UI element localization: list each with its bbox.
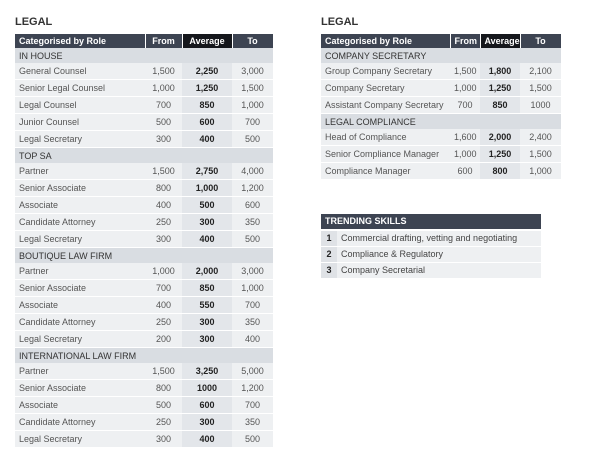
table-row [321,80,561,97]
average-cell: 400 [182,431,232,448]
average-cell: 1,000 [182,180,232,197]
from-column-header: From [450,34,480,48]
from-cell: 600 [450,163,480,180]
role-cell: Associate [15,297,145,314]
table-row [15,314,273,331]
from-cell: 250 [145,414,182,431]
section-title: TOP SA [15,148,273,164]
from-cell: 300 [145,431,182,448]
table-row [321,97,561,114]
to-cell: 1,000 [520,163,561,180]
to-cell: 700 [232,297,273,314]
to-cell: 500 [232,131,273,148]
role-cell: Head of Compliance [321,129,450,146]
average-column-header: Average [480,34,520,48]
trending-skill-item [321,231,541,247]
to-cell: 2,400 [520,129,561,146]
to-column-header: To [232,34,273,48]
average-cell: 850 [480,97,520,114]
to-cell: 1,000 [232,97,273,114]
table-row [15,414,273,431]
table-header-row [15,34,273,48]
from-cell: 250 [145,214,182,231]
average-cell: 600 [182,397,232,414]
average-cell: 850 [182,97,232,114]
role-cell: Senior Associate [15,380,145,397]
section-header-row [15,348,273,364]
from-cell: 1,000 [145,263,182,280]
to-cell: 600 [232,197,273,214]
role-cell: Candidate Attorney [15,314,145,331]
table-row [321,63,561,80]
section-header-row [321,114,561,130]
trending-skill-item [321,263,541,279]
from-cell: 1,000 [145,80,182,97]
from-cell: 1,000 [450,146,480,163]
average-cell: 2,250 [182,63,232,80]
table-row [15,214,273,231]
section-title: COMPANY SECRETARY [321,48,561,63]
skill-label: Company Secretarial [341,265,426,275]
from-cell: 700 [450,97,480,114]
to-cell: 3,000 [232,263,273,280]
table-row [15,280,273,297]
from-cell: 400 [145,197,182,214]
to-cell: 1000 [520,97,561,114]
to-cell: 500 [232,431,273,448]
skill-number: 1 [321,231,337,246]
role-cell: Senior Legal Counsel [15,80,145,97]
from-cell: 800 [145,380,182,397]
table-row [15,297,273,314]
role-cell: Senior Associate [15,180,145,197]
to-cell: 700 [232,397,273,414]
role-cell: General Counsel [15,63,145,80]
table-row [15,80,273,97]
role-cell: Junior Counsel [15,114,145,131]
average-cell: 850 [182,280,232,297]
section-title: LEGAL COMPLIANCE [321,114,561,130]
table-row [15,163,273,180]
role-cell: Senior Associate [15,280,145,297]
table-row [15,263,273,280]
right-salary-table [321,34,562,180]
average-cell: 1,250 [480,146,520,163]
table-row [15,331,273,348]
table-row [321,146,561,163]
to-cell: 3,000 [232,63,273,80]
to-cell: 1,500 [520,80,561,97]
role-cell: Senior Compliance Manager [321,146,450,163]
section-title: INTERNATIONAL LAW FIRM [15,348,273,364]
role-column-header: Categorised by Role [15,34,145,48]
section-header-row [321,48,561,63]
section-header-row [15,248,273,264]
from-cell: 250 [145,314,182,331]
from-cell: 400 [145,297,182,314]
average-cell: 300 [182,214,232,231]
to-cell: 1,200 [232,180,273,197]
from-cell: 500 [145,397,182,414]
from-cell: 1,500 [145,363,182,380]
table-row [15,180,273,197]
role-cell: Partner [15,163,145,180]
role-cell: Company Secretary [321,80,450,97]
role-cell: Associate [15,397,145,414]
role-cell: Legal Counsel [15,97,145,114]
average-cell: 500 [182,197,232,214]
from-cell: 300 [145,131,182,148]
table-row [15,231,273,248]
to-cell: 500 [232,231,273,248]
table-header-row [321,34,561,48]
role-cell: Legal Secretary [15,231,145,248]
section-title: BOUTIQUE LAW FIRM [15,248,273,264]
role-cell: Candidate Attorney [15,414,145,431]
from-cell: 1,500 [145,63,182,80]
from-cell: 1,500 [450,63,480,80]
average-cell: 2,000 [480,129,520,146]
average-cell: 2,750 [182,163,232,180]
average-cell: 1,250 [480,80,520,97]
average-cell: 1000 [182,380,232,397]
average-cell: 3,250 [182,363,232,380]
role-cell: Partner [15,263,145,280]
table-row [15,197,273,214]
table-row [15,114,273,131]
average-column-header: Average [182,34,232,48]
table-row [15,97,273,114]
left-table-title: LEGAL [15,16,53,28]
to-cell: 1,000 [232,280,273,297]
average-cell: 400 [182,131,232,148]
skill-number: 3 [321,263,337,278]
from-cell: 200 [145,331,182,348]
to-cell: 400 [232,331,273,348]
trending-skills-header: TRENDING SKILLS [321,214,541,229]
to-cell: 350 [232,414,273,431]
to-cell: 5,000 [232,363,273,380]
average-cell: 400 [182,231,232,248]
role-cell: Legal Secretary [15,431,145,448]
average-cell: 1,800 [480,63,520,80]
role-cell: Candidate Attorney [15,214,145,231]
table-row [15,363,273,380]
left-salary-table [15,34,274,448]
average-cell: 550 [182,297,232,314]
table-row [15,131,273,148]
from-column-header: From [145,34,182,48]
average-cell: 800 [480,163,520,180]
skill-label: Compliance & Regulatory [341,249,444,259]
role-cell: Associate [15,197,145,214]
from-cell: 1,500 [145,163,182,180]
section-header-row [15,148,273,164]
average-cell: 2,000 [182,263,232,280]
role-column-header: Categorised by Role [321,34,450,48]
from-cell: 300 [145,231,182,248]
role-cell: Group Company Secretary [321,63,450,80]
role-cell: Legal Secretary [15,131,145,148]
to-cell: 350 [232,214,273,231]
right-table-title: LEGAL [321,16,359,28]
to-cell: 1,500 [520,146,561,163]
skill-number: 2 [321,247,337,262]
table-row [15,380,273,397]
from-cell: 700 [145,280,182,297]
to-cell: 2,100 [520,63,561,80]
average-cell: 300 [182,414,232,431]
average-cell: 300 [182,331,232,348]
to-column-header: To [520,34,561,48]
to-cell: 1,200 [232,380,273,397]
role-cell: Compliance Manager [321,163,450,180]
to-cell: 1,500 [232,80,273,97]
skill-label: Commercial drafting, vetting and negotiating [341,233,518,243]
table-row [15,397,273,414]
to-cell: 4,000 [232,163,273,180]
role-cell: Partner [15,363,145,380]
from-cell: 700 [145,97,182,114]
table-row [15,63,273,80]
trending-skill-item [321,247,541,263]
section-title: IN HOUSE [15,48,273,63]
from-cell: 500 [145,114,182,131]
role-cell: Legal Secretary [15,331,145,348]
to-cell: 700 [232,114,273,131]
average-cell: 600 [182,114,232,131]
table-row [321,163,561,180]
to-cell: 350 [232,314,273,331]
average-cell: 300 [182,314,232,331]
section-header-row [15,48,273,63]
from-cell: 1,000 [450,80,480,97]
table-row [321,129,561,146]
from-cell: 1,600 [450,129,480,146]
average-cell: 1,250 [182,80,232,97]
from-cell: 800 [145,180,182,197]
table-row [15,431,273,448]
role-cell: Assistant Company Secretary [321,97,450,114]
